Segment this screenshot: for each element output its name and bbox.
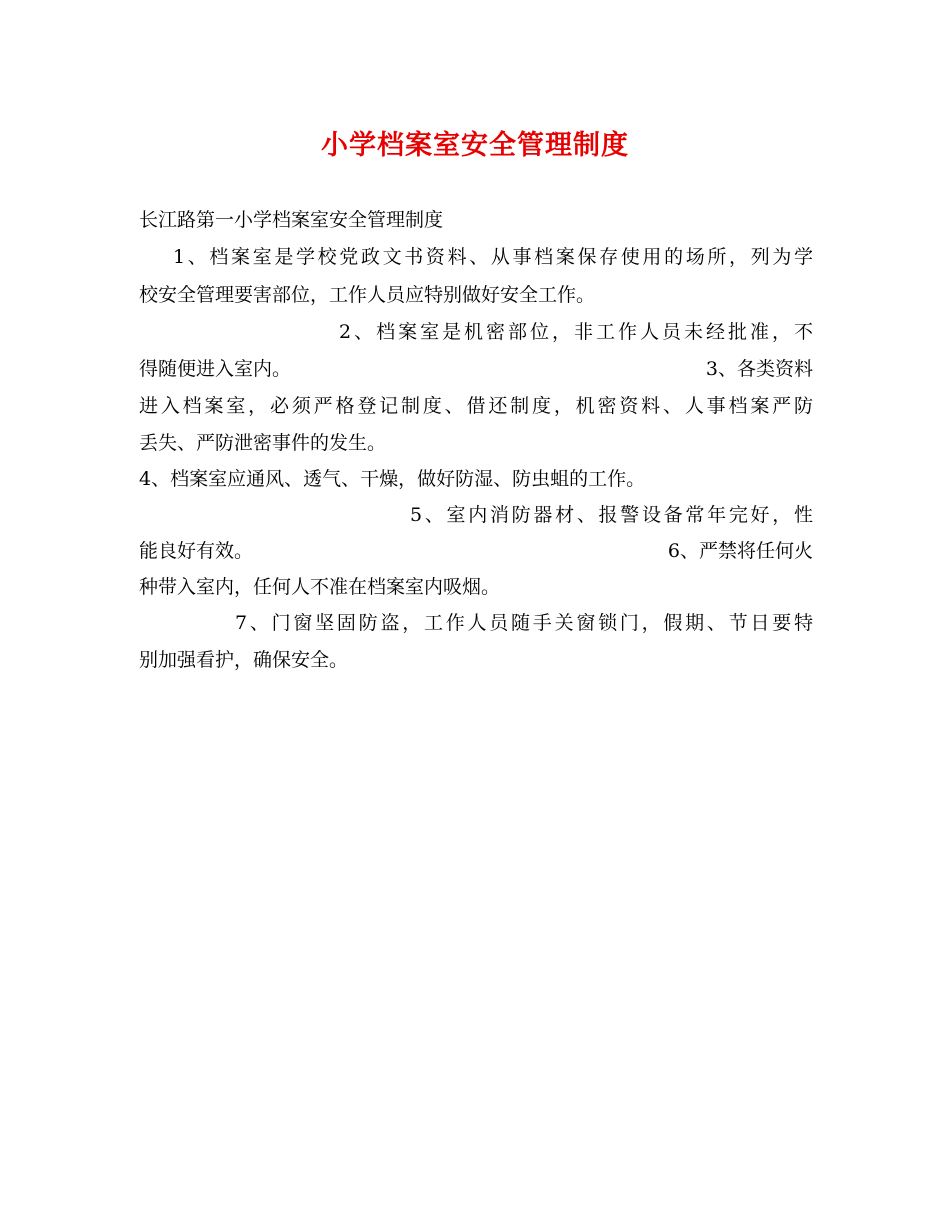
rule-5-line-2: 能良好有效。 (139, 540, 254, 562)
rule-2-line-1: 2、档案室是机密部位，非工作人员未经批准，不 (339, 321, 813, 343)
rule-2-line-2: 得随便进入室内。 (139, 358, 292, 380)
document-title: 小学档案室安全管理制度 (321, 130, 629, 161)
rule-1-line-2: 校安全管理要害部位，工作人员应特别做好安全工作。 (139, 284, 596, 306)
rule-6-line-1: 6、严禁将任何火 (667, 540, 813, 562)
rule-1-line-1: 1、档案室是学校党政文书资料、从事档案保存使用的场所，列为学 (173, 246, 813, 268)
rule-7-line-2: 别加强看护，确保安全。 (139, 649, 349, 671)
rule-7-line-1: 7、门窗坚固防盗，工作人员随手关窗锁门，假期、节日要特 (235, 612, 813, 634)
rule-3-line-1: 3、各类资料 (705, 358, 813, 380)
rule-5-line-1: 5、室内消防器材、报警设备常年完好，性 (410, 504, 813, 526)
rule-3-line-2: 进入档案室，必须严格登记制度、借还制度，机密资料、人事档案严防 (139, 395, 813, 417)
rule-2-3-line (139, 355, 813, 383)
rule-3-line-3: 丢失、严防泄密事件的发生。 (139, 432, 387, 454)
rule-5-6-line (139, 537, 813, 565)
rule-6-line-2: 种带入室内，任何人不准在档案室内吸烟。 (139, 576, 501, 598)
rule-4-line: 4、档案室应通风、透气、干燥，做好防湿、防虫蛆的工作。 (139, 468, 646, 490)
document-subtitle: 长江路第一小学档案室安全管理制度 (139, 209, 444, 231)
